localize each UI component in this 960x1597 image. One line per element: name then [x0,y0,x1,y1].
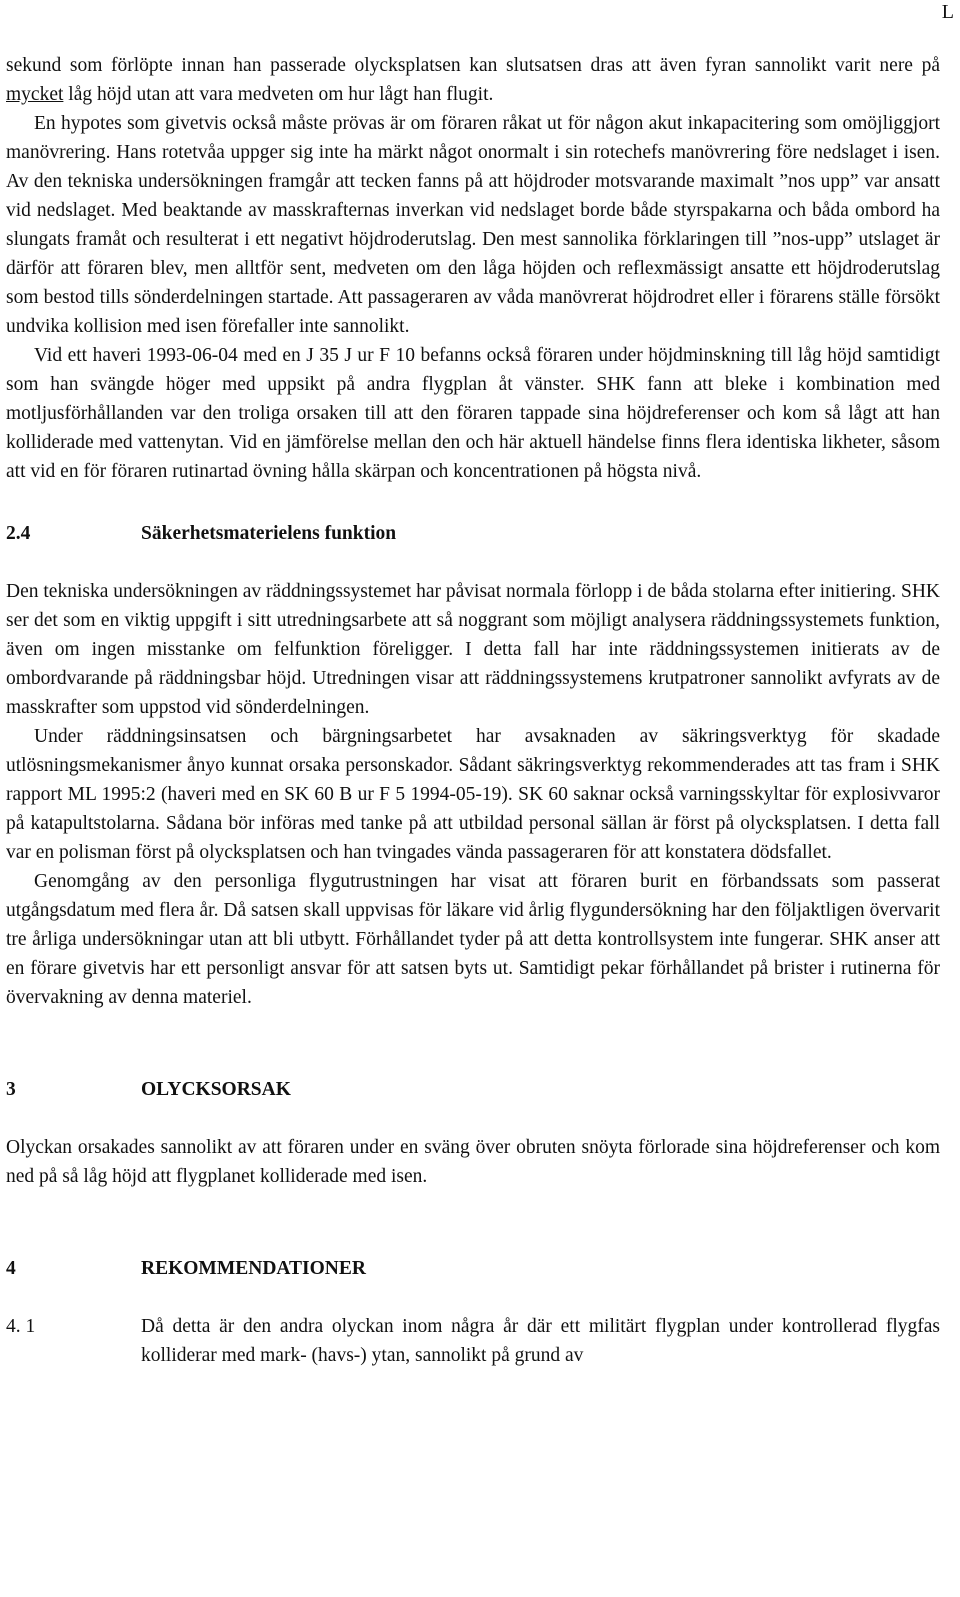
recommendation-text: Då detta är den andra olyckan inom några år där ett militärt flygplan under kontrollerad flygfas kolliderar med mark- (havs-) ytan, sannolikt på grund av [141,1316,940,1366]
recommendation-item [6,1312,940,1370]
section-title: REKOMMENDATIONER [141,1258,366,1279]
section-number: 4 [6,1258,16,1279]
section-title: OLYCKSORSAK [141,1079,291,1100]
section-number: 2.4 [6,523,31,544]
page-corner-mark: L [941,1,954,23]
paragraph-cause: Olyckan orsakades sannolikt av att föraren under en sväng över obruten snöyta förlorade sina höjdreferenser och kom ned på så låg höjd att flygplanet kolliderade med isen. [6,1137,940,1187]
paragraph-safety-tool: Under räddningsinsatsen och bärgningsarbetet har avsaknaden av säkringsverktyg för skadade utlösningsmekanismer ånyo kunnat orsaka personskador. Sådant säkringsverktyg rekommenderades att tas fram i SHK rapport ML 1995:2 (haveri med en SK 60 B ur F 5 1994-05-19). SK 60 saknar också varningsskyltar för explosivvaror på katapultstolarna. Sådana bör införas med tanke på att utbildad personal sällan är först på olycksplatsen. I detta fall var en polisman först på olycksplatsen och han tvingades vända passageraren för att konstatera dödsfallet. [6,726,940,863]
section-heading-2-4 [6,519,940,548]
document-page [6,51,940,1370]
section-number: 3 [6,1079,16,1100]
paragraph-previous-accident: Vid ett haveri 1993-06-04 med en J 35 J ur F 10 befanns också föraren under höjdminskning till låg höjd samtidigt som han svängde höger med uppsikt på andra flygplan åt vänster. SHK fann att bleke i kombination med motljusförhållanden var den troliga orsaken till att den föraren tappade sina höjdreferenser och kom så lågt att han kolliderade med vattenytan. Vid en jämförelse mellan den och här aktuell händelse finns flera identiska likheter, såsom att vid en för föraren rutinartad övning hålla skärpan och koncentrationen på högsta nivå. [6,345,940,482]
section-title: Säkerhetsmaterielens funktion [141,523,397,544]
section-heading-3 [6,1075,940,1104]
paragraph-personal-equipment: Genomgång av den personliga flygutrustningen har visat att föraren burit en förbandssats som passerat utgångsdatum med flera år. Då satsen skall uppvisas för läkare vid årlig flygundersökning har den följaktligen övervarit tre årliga undersökningar utan att bli utbytt. Förhållandet tyder på att detta kontrollsystem inte fungerar. SHK anser att en förare givetvis har ett personligt ansvar för att satsen byts ut. Samtidigt pekar förhållandet på brister i rutinerna för övervakning av denna materiel. [6,871,940,1008]
paragraph-continuation: sekund som förlöpte innan han passerade olycksplatsen kan slutsatsen dras att även fyran sannolikt varit nere på mycket låg höjd utan att vara medveten om hur lågt han flugit. [6,55,940,105]
paragraph-rescue-system: Den tekniska undersökningen av räddningssystemet har påvisat normala förlopp i de båda stolarna efter initiering. SHK ser det som en viktig uppgift i sitt utredningsarbete att så noggrant som möjligt analysera räddningssystemets funktion, även om ingen misstanke om felfunktion föreligger. I detta fall har inte räddningssystemen initierats av de ombordvarande på räddningsbar höjd. Utredningen visar att räddningssystemens krutpatroner sannolikt avfyrats av de masskrafter som uppstod vid sönderdelningen. [6,581,940,718]
section-heading-4 [6,1254,940,1283]
recommendation-number: 4. 1 [6,1316,36,1337]
paragraph-hypothesis: En hypotes som givetvis också måste prövas är om föraren råkat ut för någon akut inkapacitering som omöjliggjort manövrering. Hans rotetvåa uppger sig inte ha märkt något onormalt i sin rotechefs manövrering före nedslaget i isen. Av den tekniska undersökningen framgår att tecken fanns på att höjdroder motsvarande maximalt ”nos upp” var ansatt vid nedslaget. Med beaktande av masskrafternas inverkan vid nedslaget borde både styrspakarna och båda ombord ha slungats framåt och resulterat i ett negativt höjdroderutslag. Den mest sannolika förklaringen till ”nos-upp” utslaget är därför att föraren blev, men alltför sent, medveten om den låga höjden och reflexmässigt ansatte ett höjdroderutslag som bestod tills sönderdelningen startade. Att passageraren av våda manövrerat höjdrodret eller i förarens ställe försökt undvika kollision med isen förefaller inte sannolikt. [6,113,940,337]
underlined-word: mycket [6,84,64,105]
